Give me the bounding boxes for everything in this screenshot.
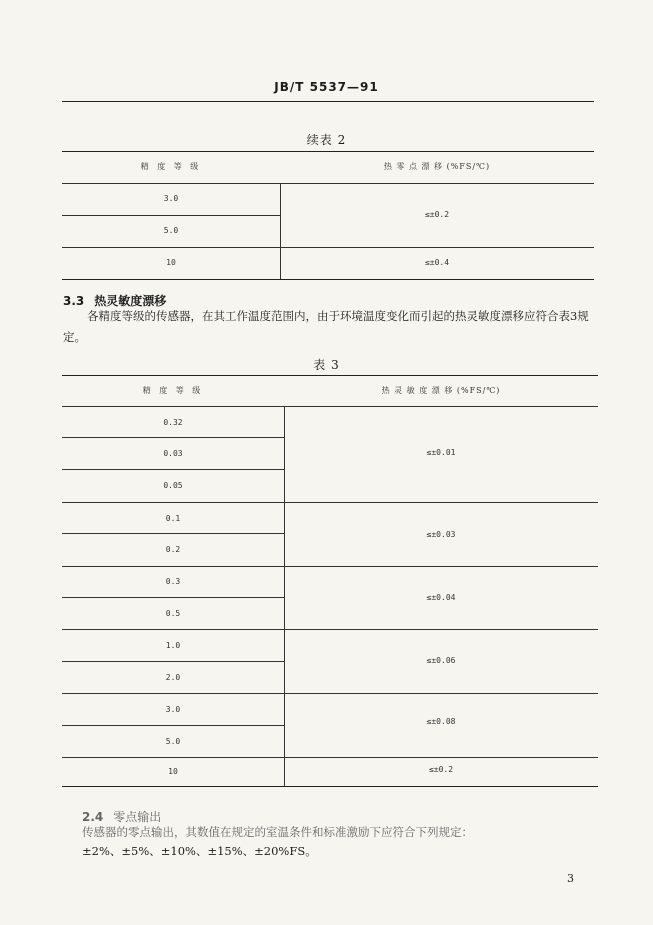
table2-grade-cell: 5.0: [163, 226, 179, 235]
table3-grade-cell: 10: [168, 767, 178, 776]
table3-header-rule: [62, 406, 598, 407]
table3-grade-cell: 3.0: [165, 705, 181, 714]
section-title: 零点输出: [113, 810, 162, 824]
table3-grade-cell: 0.2: [165, 545, 181, 554]
table2-header-rule: [62, 183, 594, 184]
table3-group-rule: [62, 566, 598, 567]
section-2-4-line2: ±2%、±5%、±10%、±15%、±20%FS。: [82, 844, 317, 858]
section-2-4-line1: 传感器的零点输出，其数值在规定的室温条件和标准激励下应符合下列规定：: [82, 825, 473, 839]
page-number: 3: [567, 872, 574, 885]
table2-grade-cell: 3.0: [163, 194, 179, 203]
table3-grade-cell: 0.03: [163, 449, 183, 458]
table3-drift-cell: ≤±0.04: [426, 593, 456, 602]
table3-group-rule: [62, 629, 598, 630]
table2-header-grade: 精 度 等 级: [140, 162, 202, 171]
table2-drift-cell: ≤±0.2: [424, 210, 450, 219]
table2-grade-cell: 10: [166, 258, 176, 267]
document-code: JB/T 5537—91: [274, 80, 379, 94]
table3-drift-cell: ≤±0.08: [426, 717, 456, 726]
table3-grade-cell: 0.3: [165, 577, 181, 586]
table3-group-rule: [62, 693, 598, 694]
table3-inner-rule: [62, 437, 284, 438]
table3-grade-cell: 5.0: [165, 737, 181, 746]
table3-header-drift: 热 灵 敏 度 漂 移 (%FS/℃): [381, 386, 501, 395]
section-title: 热灵敏度漂移: [94, 294, 167, 308]
section-number: 2.4: [82, 810, 104, 824]
table3-drift-cell: ≤±0.2: [428, 765, 454, 774]
table3-grade-cell: 0.32: [163, 418, 183, 427]
section-number: 3.3: [63, 294, 85, 308]
section-3-3-paragraph: 各精度等级的传感器，在其工作温度范围内，由于环境温度变化而引起的热灵敏度漂移应符合表3规定。: [63, 309, 589, 344]
table3-drift-cell: ≤±0.03: [426, 530, 456, 539]
table3-inner-rule: [62, 533, 284, 534]
table3-grade-cell: 0.05: [163, 481, 183, 490]
table3-grade-cell: 0.1: [165, 514, 181, 523]
table3-group-rule: [62, 502, 598, 503]
table3-grade-cell: 1.0: [165, 641, 181, 650]
table2-drift-cell: ≤±0.4: [424, 258, 450, 267]
table2-group-rule: [62, 247, 594, 248]
table3-group-rule: [62, 757, 598, 758]
table3-drift-cell: ≤±0.01: [426, 448, 456, 457]
table2-caption: 续表 2: [306, 133, 347, 147]
table2-top-rule: [62, 151, 594, 152]
table3-inner-rule: [62, 597, 284, 598]
table2-header-drift: 热 零 点 漂 移 (%FS/℃): [383, 162, 491, 171]
table3-caption: 表 3: [313, 358, 340, 372]
table3-header-grade: 精 度 等 级: [142, 386, 204, 395]
table3-inner-rule: [62, 725, 284, 726]
table3-top-rule: [62, 375, 598, 376]
table3-inner-rule: [62, 469, 284, 470]
table3-grade-cell: 0.5: [165, 609, 181, 618]
table3-drift-cell: ≤±0.06: [426, 656, 456, 665]
table2-bottom-rule: [62, 279, 594, 280]
table3-bottom-rule: [62, 786, 598, 787]
table2-inner-rule: [62, 215, 280, 216]
table3-inner-rule: [62, 661, 284, 662]
table3-grade-cell: 2.0: [165, 673, 181, 682]
header-rule: [62, 101, 594, 102]
